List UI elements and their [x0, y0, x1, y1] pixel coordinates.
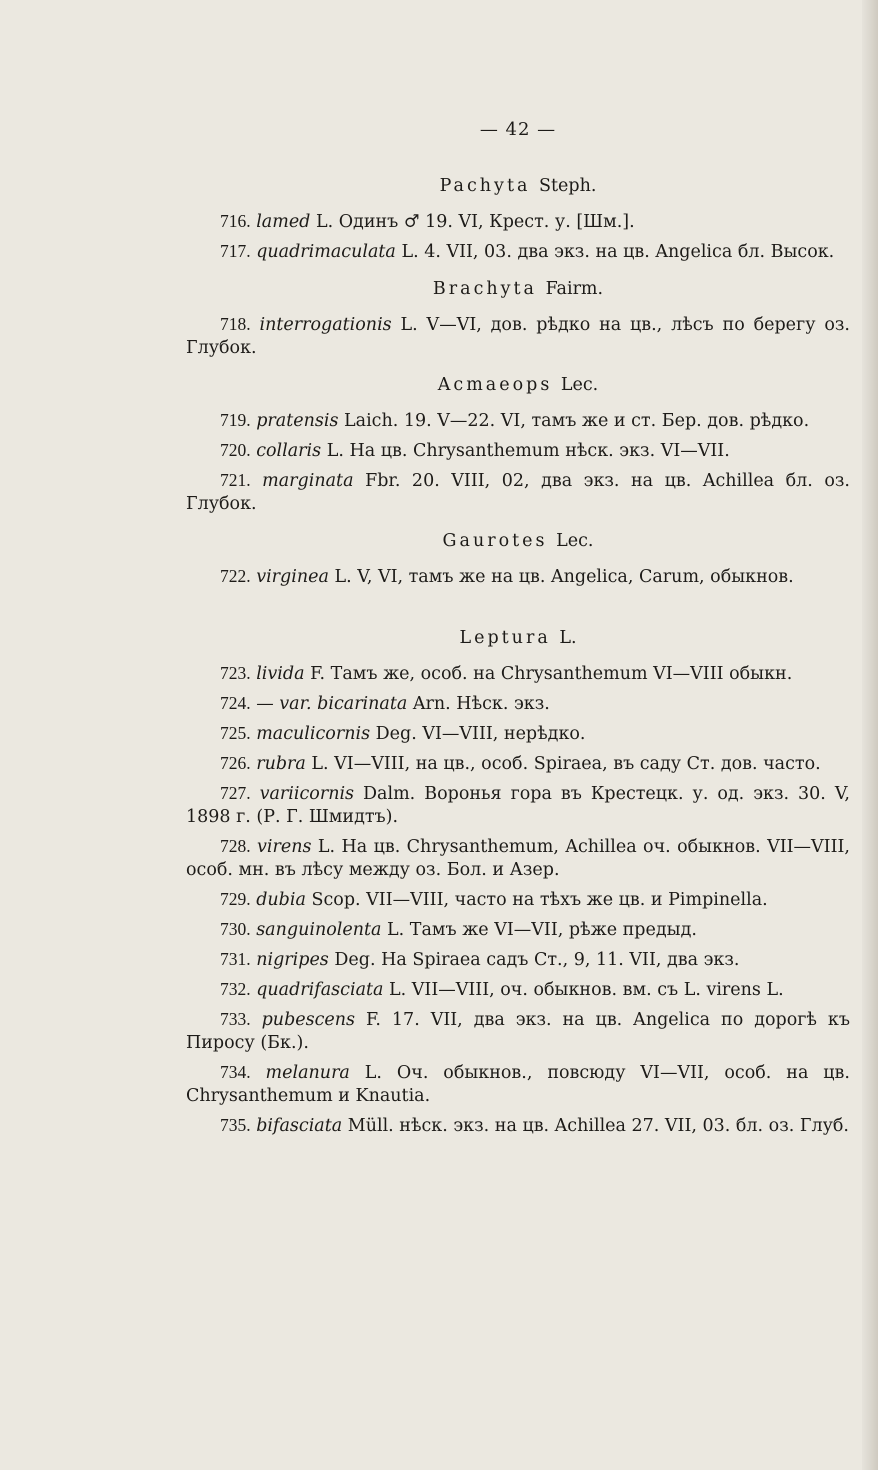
genus-name: Brachyta [432, 279, 537, 299]
species-entry [186, 948, 850, 972]
genus-heading [186, 627, 850, 650]
species-name: marginata [262, 471, 354, 491]
genus-name: Leptura [459, 628, 551, 648]
species-entry [186, 662, 850, 686]
entry-number: 727. [220, 783, 251, 803]
entry-number: 731. [220, 949, 251, 969]
genus-heading [186, 175, 850, 198]
genus-name: Gaurotes [442, 531, 548, 551]
entry-text: F. 17. VII, два экз. на цв. Angelica по дорогѣ къ Пиросу (Бк.). [186, 1010, 850, 1053]
species-name: lamed [256, 212, 311, 232]
species-entry [186, 888, 850, 912]
entry-text: Müll. нѣск. экз. на цв. Achillea 27. VII, 03. бл. оз. Глуб. [347, 1116, 849, 1136]
species-name: quadrifasciata [256, 980, 384, 1000]
entry-text: L. V—VI, дов. рѣдко на цв., лѣсъ по берегу оз. Глубок. [186, 315, 850, 358]
species-entry [186, 692, 850, 716]
species-entry [186, 565, 850, 589]
text-block [186, 118, 850, 1144]
genus-author: Steph. [539, 176, 597, 196]
species-name: collaris [256, 441, 322, 461]
species-name: pubescens [261, 1010, 356, 1030]
entry-number: 716. [220, 211, 251, 231]
entry-number: 722. [220, 566, 251, 586]
entry-text: F. Тамъ же, особ. на Chrysanthemum VI—VIII обыкн. [310, 664, 793, 684]
entry-text: Laich. 19. V—22. VI, тамъ же и ст. Бер. дов. рѣдко. [344, 411, 810, 431]
entry-text: Fbr. 20. VIII, 02, два экз. на цв. Achillea бл. оз. Глубок. [186, 471, 850, 514]
genus-author: Lec. [556, 531, 594, 551]
entry-number: 726. [220, 753, 251, 773]
species-name: melanura [265, 1063, 350, 1083]
entry-number: 723. [220, 663, 251, 683]
genus-heading [186, 530, 850, 553]
species-entry [186, 240, 850, 264]
entry-number: 732. [220, 979, 251, 999]
entry-number: 729. [220, 889, 251, 909]
species-name: interrogationis [259, 315, 392, 335]
entry-number: 728. [220, 836, 251, 856]
entry-number: 734. [220, 1062, 251, 1082]
species-entry [186, 313, 850, 360]
genus-name: Acmaeops [437, 375, 553, 395]
genus-name: Pachyta [439, 176, 531, 196]
species-entry [186, 918, 850, 942]
genus-author: L. [559, 628, 577, 648]
species-name: virginea [256, 567, 329, 587]
species-name: pratensis [256, 411, 339, 431]
species-entry [186, 1061, 850, 1108]
species-entry [186, 409, 850, 433]
entry-number: 725. [220, 723, 251, 743]
species-name: bifasciata [256, 1116, 343, 1136]
species-entry [186, 835, 850, 882]
entry-number: 730. [220, 919, 251, 939]
species-entry [186, 210, 850, 234]
page-number: — 42 — [479, 119, 557, 140]
species-name: variicornis [259, 784, 355, 804]
entry-text: Arn. Нѣск. экз. [412, 694, 550, 714]
species-name: rubra [256, 754, 306, 774]
species-name: livida [256, 664, 305, 684]
species-entry [186, 978, 850, 1002]
species-entry [186, 782, 850, 829]
entry-text: L. На цв. Chrysanthemum, Achillea оч. обыкнов. VII—VIII, особ. мн. въ лѣсу между оз. Бол. и Азер. [186, 837, 850, 880]
genus-author: Fairm. [545, 279, 604, 299]
species-entry [186, 439, 850, 463]
species-entry [186, 752, 850, 776]
species-name: — var. bicarinata [256, 694, 408, 714]
entry-text: L. V, VI, тамъ же на цв. Angelica, Carum, обыкнов. [334, 567, 794, 587]
species-name: nigripes [256, 950, 329, 970]
species-name: dubia [256, 890, 306, 910]
entry-number: 719. [220, 410, 251, 430]
entry-number: 724. [220, 693, 251, 713]
species-entry [186, 1008, 850, 1055]
species-entry [186, 1114, 850, 1138]
entry-number: 721. [220, 470, 251, 490]
genus-heading [186, 374, 850, 397]
entry-text: L. Одинъ ♂ 19. VI, Крест. у. [Шм.]. [315, 212, 635, 232]
entry-text: L. VI—VIII, на цв., особ. Spiraea, въ саду Ст. дов. часто. [311, 754, 821, 774]
genus-author: Lec. [560, 375, 599, 395]
entry-text: L. Тамъ же VI—VII, рѣже предыд. [387, 920, 697, 940]
entry-text: L. VII—VIII, оч. обыкнов. вм. съ L. virens L. [389, 980, 784, 1000]
entry-text: L. 4. VII, 03. два экз. на цв. Angelica бл. Высок. [401, 242, 835, 262]
genus-heading [186, 278, 850, 301]
entry-number: 733. [220, 1009, 251, 1029]
entry-text: L. Оч. обыкнов., повсюду VI—VII, особ. на цв. Chrysanthemum и Knautia. [186, 1063, 850, 1106]
entry-number: 720. [220, 440, 251, 460]
entry-text: Deg. На Spiraea садъ Ст., 9, 11. VII, два экз. [334, 950, 740, 970]
species-name: sanguinolenta [256, 920, 382, 940]
species-entry [186, 469, 850, 516]
page-edge-shadow [862, 0, 878, 1470]
entry-number: 735. [220, 1115, 251, 1135]
species-entry [186, 722, 850, 746]
species-name: quadrimaculata [256, 242, 396, 262]
species-name: maculicornis [256, 724, 371, 744]
entry-text: Dalm. Воронья гора въ Крестецк. у. од. экз. 30. V, 1898 г. (Р. Г. Шмидтъ). [186, 784, 850, 827]
entry-number: 718. [220, 314, 251, 334]
entry-text: Deg. VI—VIII, нерѣдко. [375, 724, 586, 744]
species-name: virens [257, 837, 312, 857]
entry-text: L. На цв. Chrysanthemum нѣск. экз. VI—VII. [326, 441, 730, 461]
entry-text: Scop. VII—VIII, часто на тѣхъ же цв. и Pimpinella. [311, 890, 768, 910]
entry-number: 717. [220, 241, 251, 261]
spacer [186, 595, 850, 613]
